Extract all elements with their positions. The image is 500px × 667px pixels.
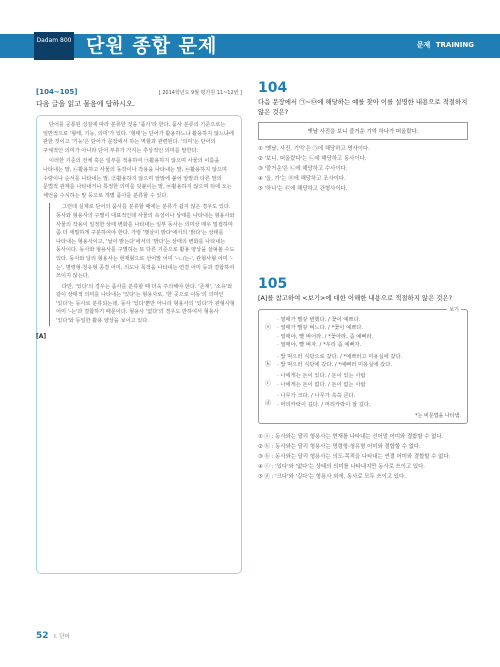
question-104 [258, 80, 468, 194]
passage-paragraph: 단어를 공통된 성질에 따라 분류한 것을 '품사'라 한다. 품사 분류의 기준으로는 일반적으로 '형태, 기능, 의미'가 있다. '형태'는 단어가 활용하느냐 활용하지 않느냐에 관한 것이고 '기능'은 단어가 문장에서 하는 역할과 관련된다. '의미'는 단어의 구체적인 의미가 아니라 단어 부류가 가지는 추상적인 의미를 말한다. [43, 122, 234, 154]
bogi-line: · 밥 먹으러 식당에 갔다. / *예뻐러 미용실에 갔다. [277, 362, 393, 369]
question-text: 다음 문장에서 ㉠~㉤에 해당하는 예를 찾아 이를 설명한 내용으로 적절하지 않은 것은? [258, 98, 468, 116]
section-a-label: [A] [36, 333, 47, 341]
chapter-label: I. 단어 [54, 634, 70, 640]
instruction: 다음 글을 읽고 물음에 답하시오. [36, 100, 136, 108]
left-column-header [36, 88, 242, 109]
question-number: 104 [258, 80, 288, 96]
bogi-line: · 열매야, 빨 벼어라. / *꽃아라, 좀 예뻐라. [277, 333, 374, 340]
bogi-group [265, 392, 461, 409]
bogi-line: · 열매야, 빨 벼자. / *우리 좀 예뻐자. [277, 342, 362, 349]
bogi-label: 보기 [449, 307, 459, 313]
answer-choices [258, 144, 468, 194]
bogi-line: · 나에게는 돈이 없다. / 돈이 없는 사람 [277, 381, 366, 388]
answer-choices [258, 432, 468, 482]
question-text: [A]를 참고하여 <보기>에 대한 이해한 내용으로 적절하지 않은 것은? [258, 294, 453, 302]
answer-choice[interactable]: ② ⓑ : 동사와는 달리 형용사는 명령형·청유형 어미와 결합할 수 없다. [258, 444, 421, 451]
answer-choice[interactable]: ① ⓐ : 동사와는 달리 형용사는 현재를 나타내는 선어말 어미와 결합할 수 없다. [258, 434, 444, 441]
section-tag [417, 40, 474, 50]
bogi-mark: ⓑ [265, 360, 272, 368]
passage-paragraph: 이러한 기준의 전체 혹은 일부를 적용하여 ㉠활용하지 않으며 사물의 이름을 나타내는 말, ㉡활용하고 사물의 동작이나 작용을 나타내는 말, ㉢활용하지 않으며 수량이나 순서를 나타내는 말, ㉣활용하지 않으며 앞말에 붙어 앞말과 다른 말의 문법적 관계를 나타내거나 특정한 의미를 덧붙이는 말, ㉤활용하지 않으며 뒤에 오는 체언을 수식하는 말 등으로 개별 품사를 분류할 수 있다. [43, 158, 232, 199]
answer-choice[interactable]: ④ ⓒ : '있다'와 '없다'는 상태의 의미를 나타내지만 동사로 쓰이고 있다. [258, 464, 426, 471]
bogi-mark: ⓒ [265, 380, 272, 388]
question-105 [258, 276, 468, 482]
reading-passage [36, 115, 242, 574]
answer-choice[interactable]: ③ ⓑ : 동사와는 달리 형용사는 의도·목적을 나타내는 연결 어미와 결합할 수 없다. [258, 454, 451, 461]
page-header [0, 0, 500, 60]
bogi-line: · 머리카락이 길다. / 머리카락이 잘 길다. [277, 401, 371, 408]
answer-choice[interactable]: ① '옛날, 사진, 기억'은 ㉠에 해당하고 명사이다. [258, 146, 370, 152]
bogi-note: *는 비문법을 나타냄. [415, 413, 461, 420]
bogi-line: · 열매가 빨갛 벼느다. / *꽃이 예쁘다. [277, 325, 364, 332]
answer-choice[interactable]: ⑤ ⓓ : '크다'와 '길다'는 형용사 외에, 동사로 모두 쓰이고 있다. [258, 474, 406, 481]
bogi-group [265, 353, 461, 370]
bogi-line: · 열매가 빨갛 변했다. / 꽃이 예쁘다. [277, 317, 361, 323]
bogi-box [258, 309, 468, 424]
answer-choice[interactable]: ② '보니, 떠올랐다'는 ㉡에 해당하고 동사이다. [258, 156, 367, 162]
answer-choice[interactable]: ④ '을, 가'는 ㉣에 해당하고 조사이다. [258, 176, 346, 182]
answer-choice[interactable]: ⑤ '하나'는 ㉢에 해당하고 관형사이다. [258, 186, 348, 192]
bogi-line: · 나에게는 돈이 있다. / 돈이 있는 사람 [277, 373, 366, 380]
answer-choice[interactable]: ③ '즐거운'은 ㉡에 해당하고 수사이다. [258, 166, 348, 172]
brand-logo: Dadam 800 [34, 32, 74, 60]
example-sentence-box: 옛날 사진을 보니 즐거운 기억 하나가 떠올랐다. [258, 122, 468, 140]
page-number: 52 [36, 631, 49, 641]
bogi-line: · 나무가 크다. / 나무가 쑥쑥 큰다. [277, 393, 356, 400]
bogi-group [265, 316, 461, 350]
bogi-group [265, 372, 461, 389]
section-tag-ko: 문제 [416, 41, 431, 49]
bogi-mark: ⓓ [265, 400, 272, 408]
section-tag-en: TRAINING [435, 41, 474, 49]
exam-source: [ 2014학년도 9월 평가원 11~12번 ] [158, 90, 242, 96]
question-range: [104~105] [36, 88, 78, 96]
passage-paragraph: 다만, '있다'의 경우는 품사를 분류할 때 더욱 주의해야 한다. '존재', '소유'와 같이 상태적 의미를 나타내는 '있다'는 형용사로, '한 곳으로 이동'의 의미인 '있다'는 동사로 분류되는데, 동사 '있다'뿐만 아니라 형용사의 '있다'가 관형사형 어미 '-는'과 결합하기 때문이다. 형용사 '없다'의 경우도 반하여서 형용사 '있다'와 동일한 활용 양상을 보이고 있다. [56, 283, 235, 325]
passage-section-a [36, 203, 235, 341]
question-number: 105 [258, 276, 288, 292]
passage-paragraph: 그런데 실제로 단어의 품사를 분류할 때에는 분류가 쉽지 않은 경우도 있다. 동사와 형용사의 구별이 대표적인데 사물의 속성이나 상태를 나타내는 형용사와 사물의 작용이 일정한 상태 변화를 나타내는 일부 동사는 의미상 매우 밀접하여 좀 더 세밀하게 구분하여야 한다. 가령 '햇살이 밝다'에서의 '밝다'는 상태를 나타내는 형용사이고, '날이 밝는다'에서의 '밝다'는 상태의 변화를 나타내는 동사이다. 동사와 형용사를 구별하는 또 다른 기준으로 활용 양상을 살펴볼 수도 있다. 동사와 달리 형용사는 현재형으로 선어말 어미 '-ㄴ/는-', 관형사형 어미 '-는', 명령형·청유형 종결 어미, 의도나 목적을 나타내는 연결 어미 등과 결합하여 쓰이지 않는다. [56, 204, 235, 280]
bogi-line: · 밥 먹으러 식당으로 갔다. / *예쁘러고 미용실에 갔다. [277, 353, 403, 360]
page-footer [36, 631, 70, 641]
unit-title: 단원 종합 문제 [86, 35, 218, 57]
bogi-mark: ⓐ [265, 324, 272, 331]
